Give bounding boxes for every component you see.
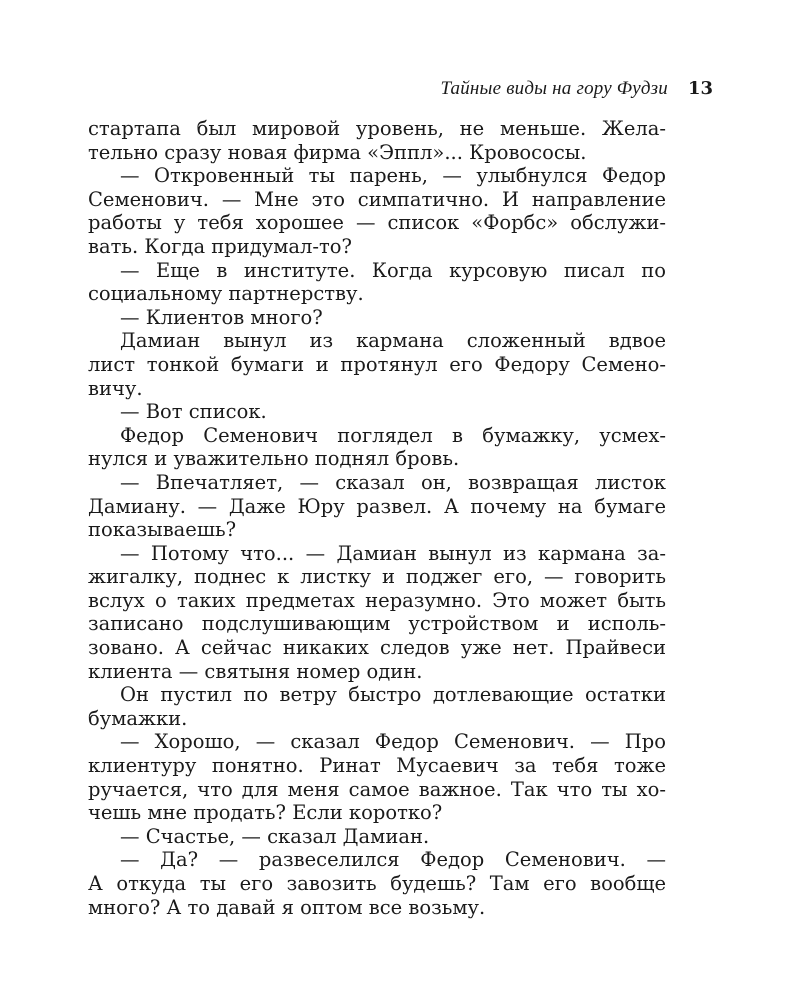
text-line: вичу. — [88, 376, 143, 400]
text-line: — Да? — развеселился Федор Семенович. — — [120, 848, 666, 872]
page-number: 13 — [688, 78, 714, 99]
text-line: А откуда ты его завозить будешь? Там его вообще — [88, 872, 666, 895]
body-text — [88, 117, 666, 919]
text-line: тельно сразу новая фирма «Эппл»... Кровососы. — [88, 140, 587, 164]
text-line: Семенович. — Мне это симпатично. И направление — [88, 187, 666, 211]
running-title: Тайные виды на гору Фудзи — [440, 78, 668, 99]
text-line: много? А то давай я оптом все возьму. — [88, 895, 486, 919]
text-line: клиентуру понятно. Ринат Мусаевич за тебя тоже — [88, 754, 666, 778]
text-line: бумажки. — [88, 706, 188, 730]
text-line: клиента — святыня номер один. — [88, 659, 423, 683]
text-line: ручается, что для меня самое важное. Так что ты хо- — [88, 777, 666, 801]
text-line: стартапа был мировой уровень, не меньше. Жела- — [88, 117, 666, 140]
text-line: — Потому что... — Дамиан вынул из кармана за- — [120, 541, 666, 565]
text-line: жигалку, поднес к листку и поджег его, — говорить — [88, 565, 666, 589]
text-line: чешь мне продать? Если коротко? — [88, 801, 443, 825]
text-line: работы у тебя хорошее — список «Форбс» обслужи- — [88, 211, 666, 235]
text-line: социальному партнерству. — [88, 282, 364, 306]
text-line: записано подслушивающим устройством и исполь- — [88, 612, 666, 636]
text-line: нулся и уважительно поднял бровь. — [88, 447, 460, 471]
text-line: — Впечатляет, — сказал он, возвращая листок — [120, 470, 666, 494]
text-line: — Еще в институте. Когда курсовую писал по — [120, 258, 666, 282]
text-line: Федор Семенович поглядел в бумажку, усмех- — [120, 423, 666, 447]
text-line: — Хорошо, — сказал Федор Семенович. — Про — [120, 730, 666, 754]
text-line: лист тонкой бумаги и протянул его Федору Семено- — [88, 352, 666, 376]
text-line: — Вот список. — [120, 400, 267, 424]
text-line: — Счастье, — сказал Дамиан. — [120, 824, 430, 848]
text-line: — Откровенный ты парень, — улыбнулся Федор — [120, 164, 666, 188]
text-line: — Клиентов много? — [120, 305, 323, 329]
text-line: Дамиан вынул из кармана сложенный вдвое — [120, 329, 666, 353]
text-line: показываешь? — [88, 518, 237, 542]
text-line: вслух о таких предметах неразумно. Это может быть — [88, 588, 666, 612]
text-line: зовано. А сейчас никаких следов уже нет. Прайвеси — [88, 636, 666, 660]
text-line: Он пустил по ветру быстро дотлевающие остатки — [120, 683, 666, 707]
text-line: вать. Когда придумал-то? — [88, 234, 352, 258]
text-line: Дамиану. — Даже Юру развел. А почему на бумаге — [88, 494, 666, 518]
